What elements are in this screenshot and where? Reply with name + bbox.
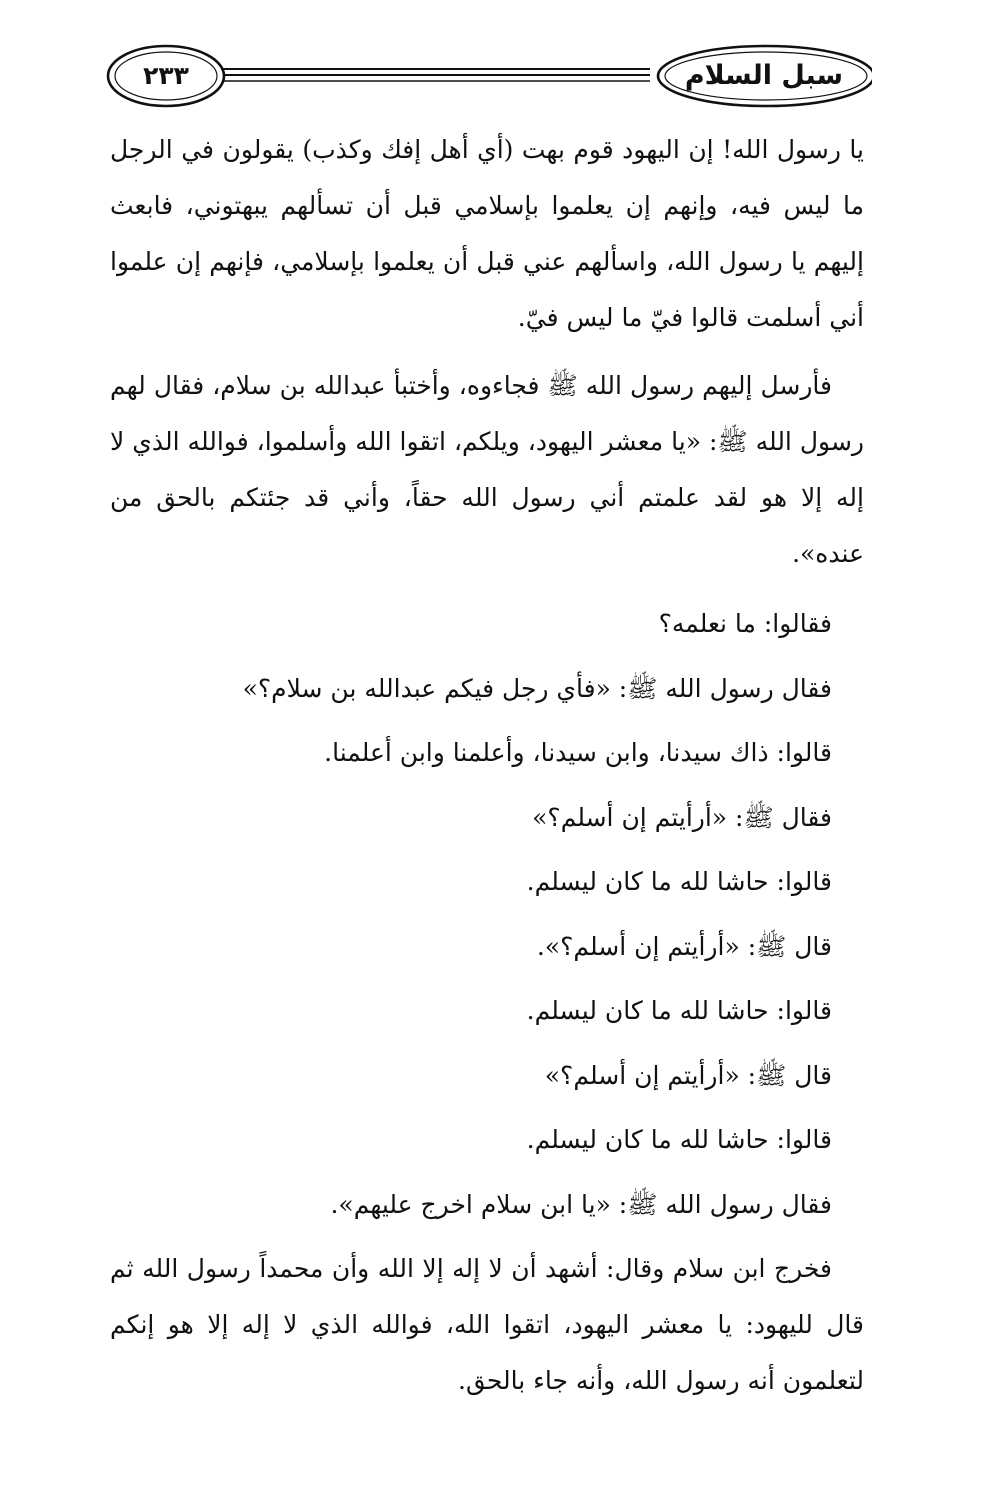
dialogue-line-4: فقال ﷺ: «أرأيتم إن أسلم؟» [532,802,832,832]
paragraph-2: فأرسل إليهم رسول الله ﷺ فجاءوه، وأختبأ عبدالله بن سلام، فقال لهم رسول الله ﷺ: «يا معشر اليهود، ويلكم، اتقوا الله وأسلموا، فوالله الذي لا إله إلا هو لقد علمتم أني رسول الله حقاً، وأني قد جئتكم بالحق من عنده». [110,371,864,568]
page-header [104,40,872,112]
dialogue-line-10: فقال رسول الله ﷺ: «يا ابن سلام اخرج عليهم». [330,1189,832,1219]
dialogue-line-5: قالوا: حاشا لله ما كان ليسلم. [526,867,832,896]
dialogue-line-9: قالوا: حاشا لله ما كان ليسلم. [526,1125,832,1154]
page-body [110,122,864,1409]
book-title: سبل السلام [684,60,844,91]
dialogue-line-3: قالوا: ذاك سيدنا، وابن سيدنا، وأعلمنا وابن أعلمنا. [324,738,832,767]
dialogue-line-8: قال ﷺ: «أرأيتم إن أسلم؟» [544,1060,832,1090]
dialogue-line-1: فقالوا: ما نعلمه؟ [658,609,832,638]
dialogue-line-6: قال ﷺ: «أرأيتم إن أسلم؟». [536,931,832,961]
dialogue-line-7: قالوا: حاشا لله ما كان ليسلم. [526,996,832,1025]
paragraph-1: يا رسول الله! إن اليهود قوم بهت (أي أهل إفك وكذب) يقولون في الرجل ما ليس فيه، وإنهم إن يعلموا بإسلامي قبل أن تسألهم يبهتوني، فابعث إليهم يا رسول الله، واسألهم عني قبل أن يعلموا بإسلامي، فإنهم إن علموا أني أسلمت قالوا فيّ ما ليس فيّ. [110,135,864,332]
dialogue-line-2: فقال رسول الله ﷺ: «فأي رجل فيكم عبدالله بن سلام؟» [242,673,832,703]
paragraph-final: فخرج ابن سلام وقال: أشهد أن لا إله إلا الله وأن محمداً رسول الله ثم قال لليهود: يا معشر اليهود، اتقوا الله، فوالله الذي لا إله إلا هو إنكم لتعلمون أنه رسول الله، وأنه جاء بالحق. [110,1254,864,1395]
page-number: ٢٣٣ [143,61,189,90]
